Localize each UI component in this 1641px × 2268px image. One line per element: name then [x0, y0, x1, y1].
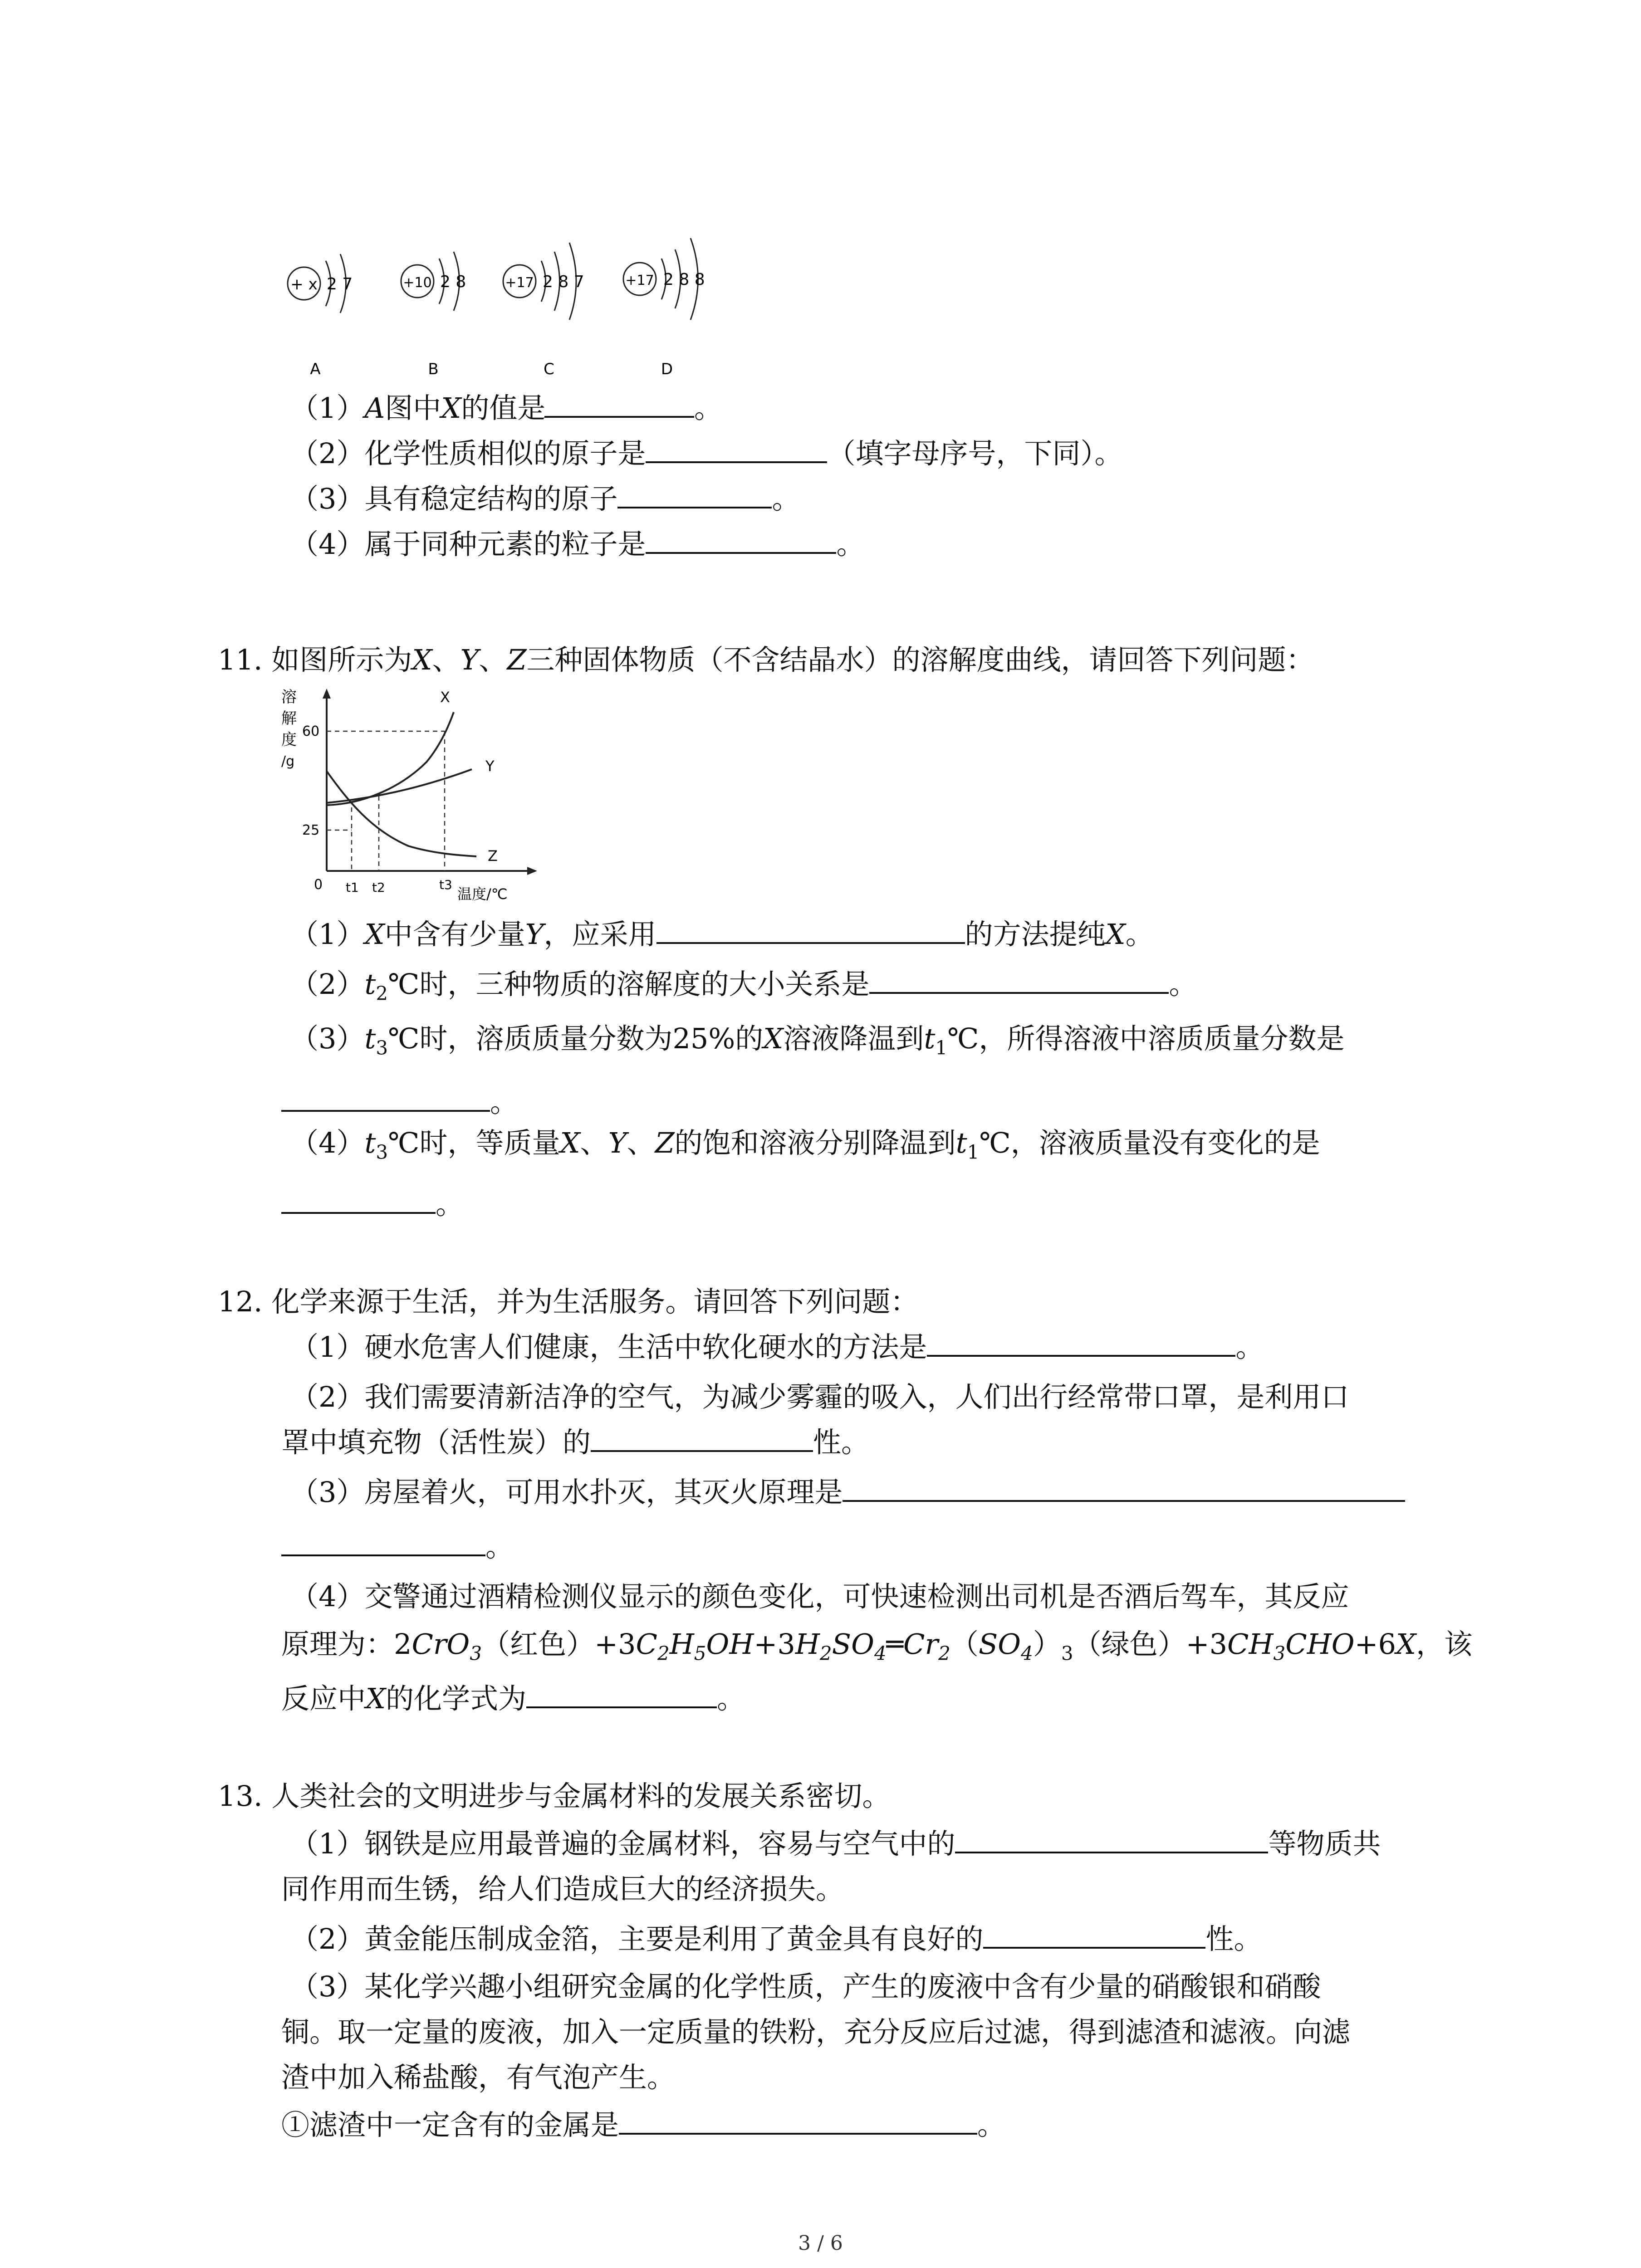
chart-xtick-t3: t3 [439, 877, 452, 892]
chart-ylabel-char-1: 溶 [281, 688, 297, 706]
q11-answer1-blank[interactable] [656, 917, 965, 944]
chart-series-x-curve [327, 712, 454, 805]
q10-part2: （2）化学性质相似的原子是 （填字母序号，下同）。 [290, 437, 1123, 470]
atom-b-nucleus: +10 [403, 275, 432, 291]
q12-part1: （1）硬水危害人们健康，生活中软化硬水的方法是 。 [290, 1330, 1264, 1364]
atom-c-diagram [503, 243, 584, 378]
q11-part4-answer: 。 [281, 1186, 464, 1222]
q12-part4-line1: （4）交警通过酒精检测仪显示的颜色变化，可快速检测出司机是否酒后驾车，其反应 [290, 1580, 1349, 1613]
chart-ytick-60: 60 [302, 723, 320, 739]
chart-origin-label: 0 [314, 877, 323, 893]
atom-a-diagram [288, 254, 353, 378]
q10-part1-tail: 。 [544, 390, 722, 426]
chart-xtick-t1: t1 [346, 880, 359, 895]
atom-structure-figure [272, 218, 771, 390]
q12-stem: 12. 化学来源于生活，并为生活服务。请回答下列问题： [218, 1285, 919, 1318]
q12-answer1-blank[interactable] [927, 1330, 1235, 1357]
chart-series-y-curve [327, 769, 472, 803]
q13-part4: ①滤渣中一定含有的金属是 。 [281, 2108, 1006, 2141]
chart-xtick-t2: t2 [372, 880, 385, 895]
atom-b-diagram [401, 252, 466, 378]
q13-part2: （2）黄金能压制成金箔，主要是利用了黄金具有良好的 性。 [290, 1922, 1262, 1955]
chart-y-axis-arrow [323, 689, 331, 699]
atom-b-letter: B [428, 360, 439, 378]
q12-answer3-blank[interactable] [843, 1475, 1405, 1502]
q11-stem: 11. 如图所示为X、Y、Z三种固体物质（不含结晶水）的溶解度曲线，请回答下列问题： [218, 643, 1314, 676]
chart-xlabel: 温度/℃ [457, 885, 508, 903]
chart-series-z-label: Z [488, 847, 498, 865]
atom-b-shells: 2 8 [440, 273, 466, 291]
q10-answer1-blank[interactable] [544, 391, 694, 418]
q10-part4: （4）属于同种元素的粒子是 。 [290, 528, 865, 561]
q12-part3: （3）房屋着火，可用水扑灭，其灭火原理是 [290, 1474, 1405, 1510]
q13-part3-line3: 渣中加入稀盐酸，有气泡产生。 [281, 2061, 676, 2094]
q10-answer3-blank[interactable] [617, 481, 772, 508]
chart-ylabel-char-4: /g [281, 753, 295, 769]
q12-part3-answer: 。 [281, 1529, 514, 1565]
q12-part4-equation: 原理为：2CrO$_3$（红色）$+3C_2H_5OH+3H_2SO_4═Cr_2(SO_4)_3$（绿色）$+3CH_3CHO+6X$，该 [281, 1628, 1473, 1665]
atom-a-shells: 2 7 [327, 275, 353, 293]
atom-d-letter: D [661, 360, 673, 378]
q12-answer3-continued-blank[interactable] [281, 1529, 485, 1556]
q13-part3-line2: 铜。取一定量的废液，加入一定质量的铁粉，充分反应后过滤，得到滤渣和滤液。向滤 [281, 2015, 1351, 2048]
chart-ylabel-char-3: 度 [281, 731, 297, 749]
q13-part1-line2: 同作用而生锈，给人们造成巨大的经济损失。 [281, 1872, 844, 1906]
q13-answer2-blank[interactable] [983, 1921, 1205, 1949]
q12-number: 12. [218, 1285, 263, 1318]
q10-part3: （3）具有稳定结构的原子 。 [290, 482, 800, 515]
q13-part3-line1: （3）某化学兴趣小组研究金属的化学性质，产生的废液中含有少量的硝酸银和硝酸 [290, 1970, 1321, 2003]
q11-answer2-blank[interactable] [869, 967, 1169, 994]
q11-part1: （1）X中含有少量Y，应采用 的方法提纯X。 [290, 918, 1154, 951]
q13-stem: 13. 人类社会的文明进步与金属材料的发展关系密切。 [218, 1779, 891, 1813]
q11-part3-answer: 。 [281, 1084, 518, 1120]
chart-series-z-curve [327, 771, 476, 856]
q13-answer1-blank[interactable] [955, 1826, 1268, 1853]
q11-part4: $(4)t_3℃$时，等质量X、Y、Z的饱和溶液分别降温到$t_1℃$，溶液质量没有变化的是 [290, 1126, 1320, 1163]
q13-number: 13. [218, 1779, 263, 1813]
atom-d-nucleus: +17 [625, 273, 654, 288]
q12-part4-line3: 反应中X的化学式为 。 [281, 1682, 745, 1715]
q12-answer4-blank[interactable] [526, 1681, 717, 1708]
atom-d-shells: 2 8 8 [663, 270, 705, 289]
q11-number: 11. [218, 643, 263, 676]
solubility-chart [272, 680, 554, 907]
chart-ylabel-char-2: 解 [281, 709, 297, 728]
q13-part1-line1: （1）钢铁是应用最普遍的金属材料，容易与空气中的 等物质共 [290, 1827, 1381, 1860]
q10-answer2-blank[interactable] [646, 436, 827, 463]
atom-d-diagram [623, 238, 705, 378]
chart-x-axis-arrow [527, 867, 537, 875]
page-number: 3 / 6 [798, 2232, 843, 2255]
q10-part1: （1）A图中X的值是 [290, 391, 546, 425]
chart-series-x-label: X [440, 689, 450, 706]
q10-answer4-blank[interactable] [646, 527, 836, 554]
q12-answer2-blank[interactable] [591, 1425, 813, 1452]
q13-answer4-blank[interactable] [619, 2107, 977, 2135]
atom-c-nucleus: +17 [505, 275, 534, 291]
atom-c-letter: C [544, 360, 554, 378]
q11-part3: $(3)t_3℃$时，溶质质量分数为25%的X溶液降温到$t_1℃$，所得溶液中溶质质量分数是 [290, 1022, 1345, 1059]
atom-a-letter: A [310, 360, 321, 378]
q12-part2-line1: （2）我们需要清新洁净的空气，为减少雾霾的吸入，人们出行经常带口罩，是利用口 [290, 1380, 1349, 1413]
q12-part2-line2: 罩中填充物（活性炭）的 性。 [281, 1426, 870, 1459]
chart-ytick-25: 25 [302, 822, 320, 838]
chart-series-y-label: Y [485, 758, 495, 775]
atom-a-nucleus: + x [290, 275, 318, 293]
q11-answer4-blank[interactable] [281, 1187, 436, 1214]
q11-part2: $(2)t_2℃$时，三种物质的溶解度的大小关系是 。 [290, 968, 1197, 1005]
atom-c-shells: 2 8 7 [543, 273, 584, 291]
q11-answer3-blank[interactable] [281, 1085, 490, 1112]
